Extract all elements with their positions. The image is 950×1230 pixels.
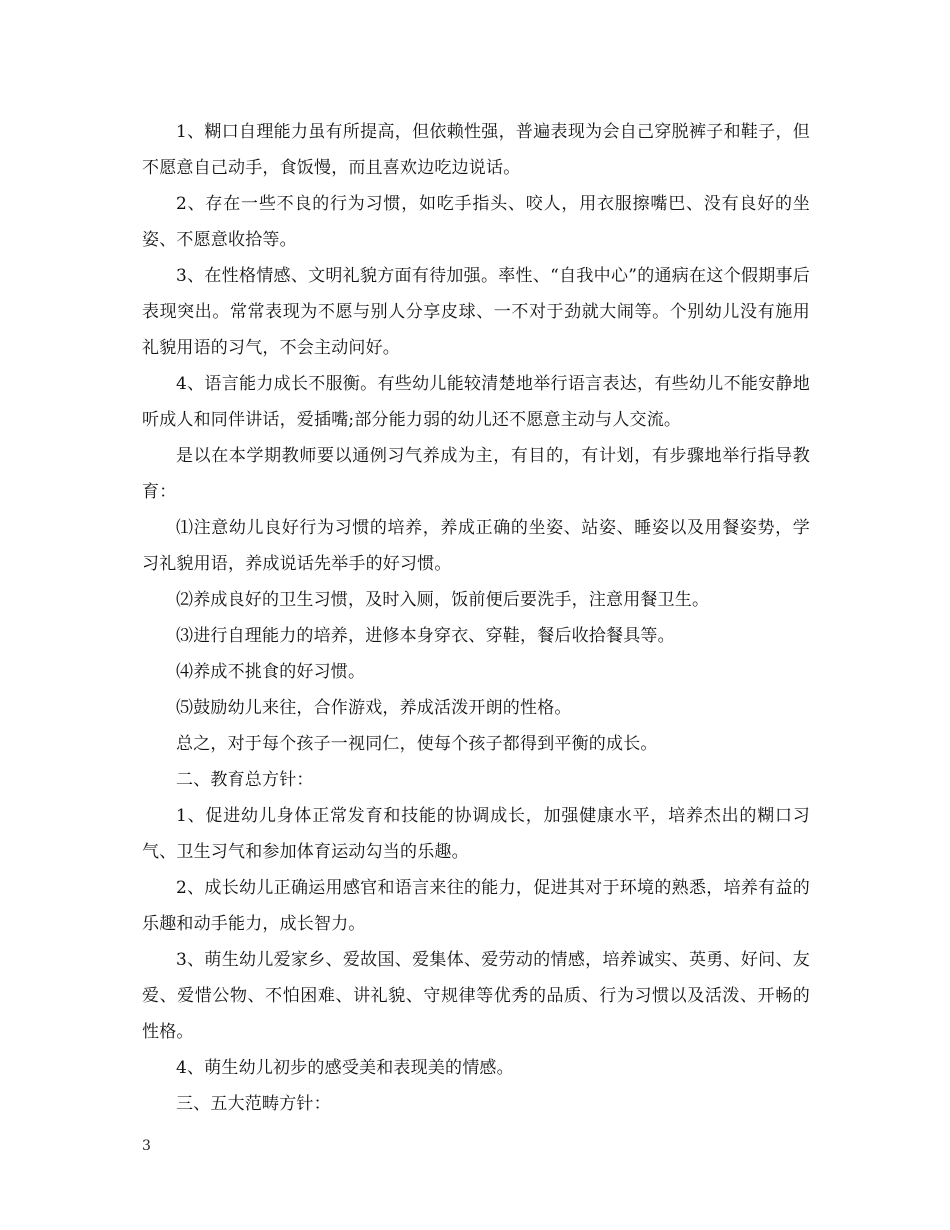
paragraph-item-1: ⑴注意幼儿良好行为习惯的培养，养成正确的坐姿、站姿、睡姿以及用餐姿势，学习礼貌用语，养成说话先举手的好习惯。 [142,518,810,574]
paragraph-bad-habits: 2、存在一些不良的行为习惯，如吃手指头、咬人，用衣服擦嘴巴、没有良好的坐姿、不愿意收拾等。 [142,194,810,250]
paragraph-item-4: ⑷养成不挑食的好习惯。 [176,662,366,682]
paragraph-item-2: ⑵养成良好的卫生习惯，及时入厕，饭前便后要洗手，注意用餐卫生。 [176,590,710,610]
section-heading-2: 二、教育总方针： [176,770,314,790]
paragraph-item-3: ⑶进行自理能力的培养，进修本身穿衣、穿鞋，餐后收拾餐具等。 [176,626,675,646]
section-heading-3: 三、五大范畴方针： [176,1094,331,1114]
paragraph-item-5: ⑸鼓励幼儿来往，合作游戏，养成活泼开朗的性格。 [176,698,572,718]
paragraph-character-manners: 3、在性格情感、文明礼貌方面有待加强。率性、“自我中心”的通病在这个假期事后表现突出。常常表现为不愿与别人分享皮球、一不对于劲就大闹等。个别幼儿没有施用礼貌用语的习气，不会主动问好。 [142,266,810,358]
document-body [142,114,810,1122]
paragraph-language-ability: 4、语言能力成长不服衡。有些幼儿能较清楚地举行语言表达，有些幼儿不能安静地听成人和同伴讲话，爱插嘴;部分能力弱的幼儿还不愿意主动与人交流。 [142,374,810,430]
paragraph-goal-3: 3、萌生幼儿爱家乡、爱故国、爱集体、爱劳动的情感，培养诚实、英勇、好问、友爱、爱惜公物、不怕困难、讲礼貌、守规律等优秀的品质、行为习惯以及活泼、开畅的性格。 [142,950,810,1042]
paragraph-summary: 总之，对于每个孩子一视同仁，使每个孩子都得到平衡的成长。 [176,734,658,754]
paragraph-guidance-intro: 是以在本学期教师要以通例习气养成为主，有目的，有计划，有步骤地举行指导教育： [142,446,810,502]
paragraph-goal-1: 1、促进幼儿身体正常发育和技能的协调成长，加强健康水平，培养杰出的糊口习气、卫生习气和参加体育运动勾当的乐趣。 [142,806,810,862]
page-number: 3 [142,1138,151,1154]
paragraph-goal-4: 4、萌生幼儿初步的感受美和表现美的情感。 [176,1058,514,1078]
paragraph-goal-2: 2、成长幼儿正确运用感官和语言来往的能力，促进其对于环境的熟悉，培养有益的乐趣和动手能力，成长智力。 [142,878,810,934]
paragraph-self-care: 1、糊口自理能力虽有所提高，但依赖性强，普遍表现为会自己穿脱裤子和鞋子，但不愿意自己动手，食饭慢，而且喜欢边吃边说话。 [142,122,810,178]
